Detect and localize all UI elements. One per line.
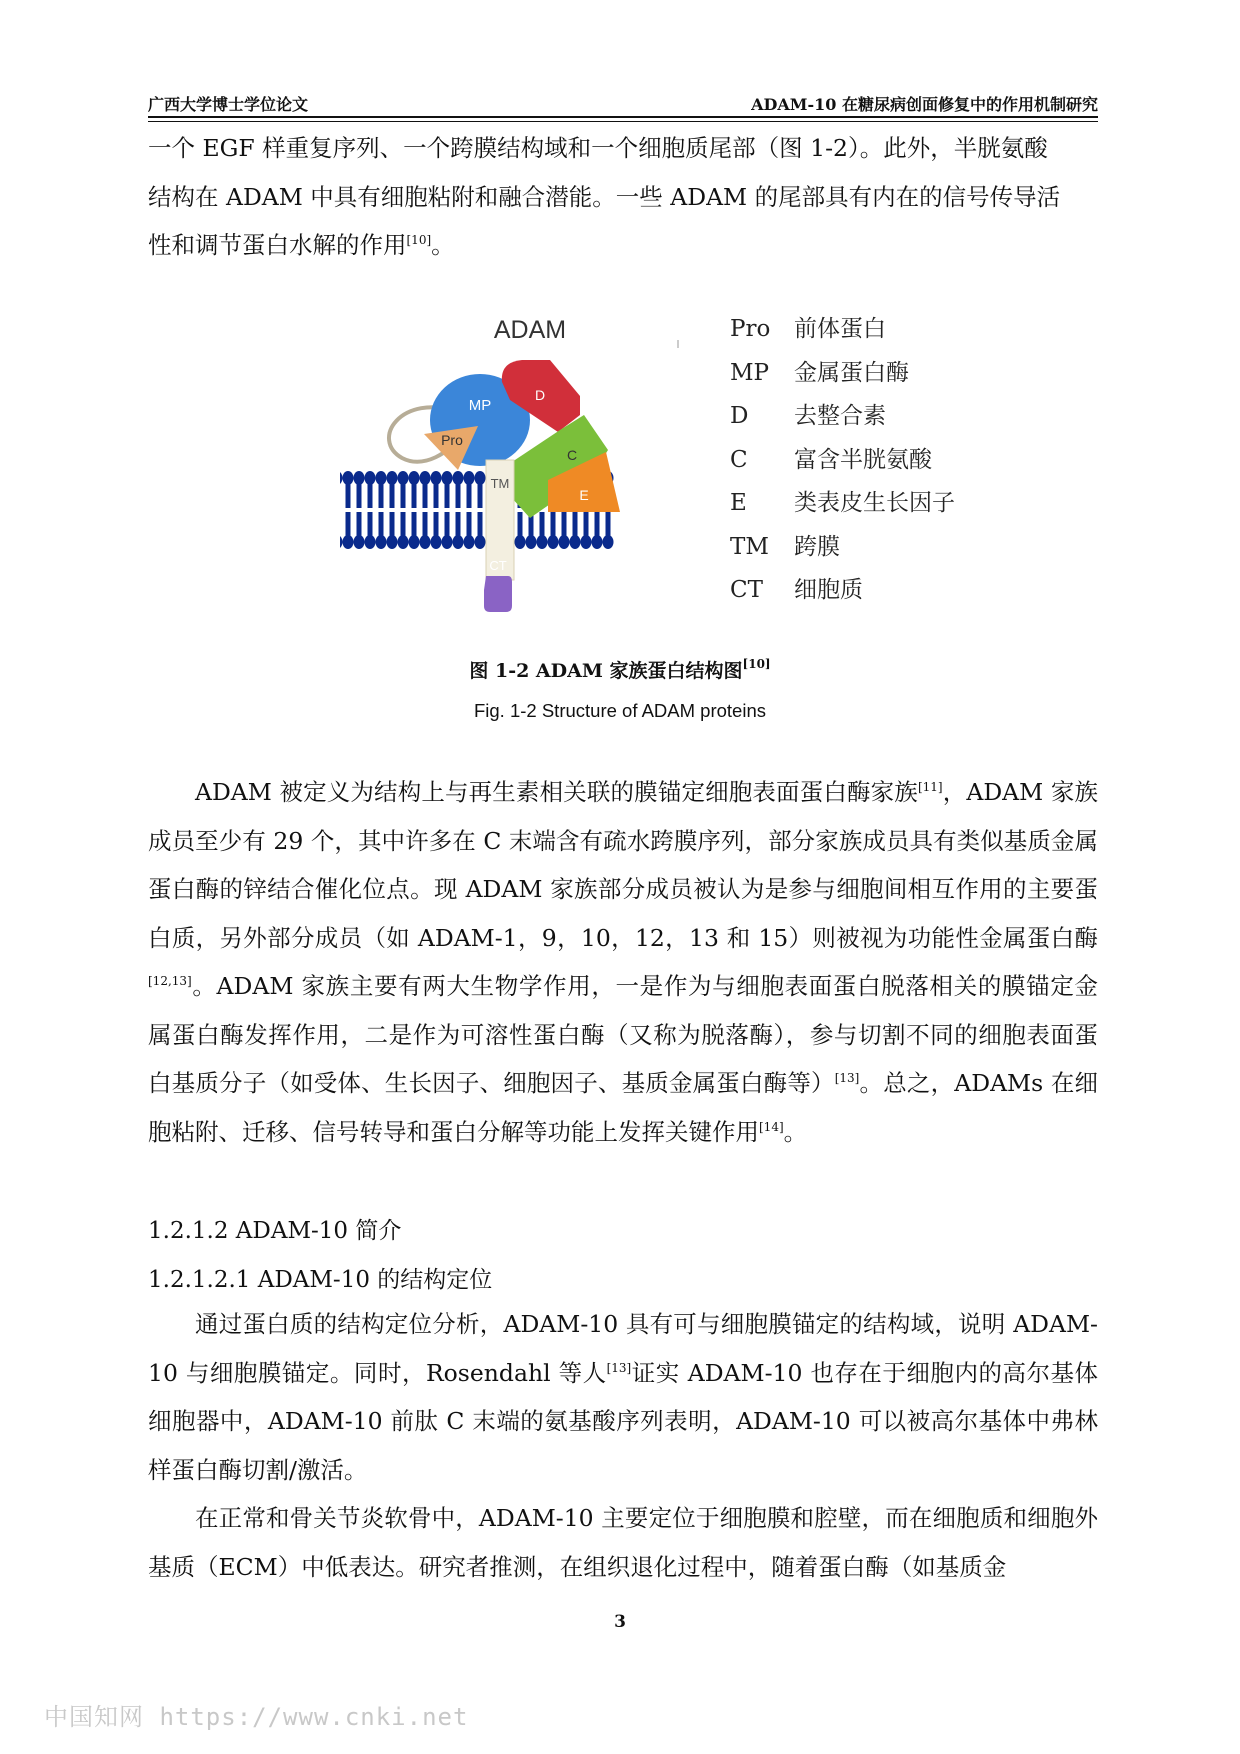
header-university: 广西大学博士学位论文 bbox=[148, 95, 309, 114]
citation: [12,13] bbox=[148, 974, 192, 988]
citation: [10] bbox=[406, 233, 432, 247]
legend-item bbox=[730, 395, 1030, 439]
legend-item bbox=[730, 308, 1030, 352]
legend-abbr: TM bbox=[730, 533, 769, 560]
pro-label: Pro bbox=[441, 432, 463, 448]
citation: [14] bbox=[759, 1119, 784, 1134]
section-heading-adam10: 1.2.1.2 ADAM-10 简介 bbox=[148, 1218, 402, 1244]
c-label: C bbox=[566, 447, 578, 463]
citation: [10] bbox=[742, 657, 771, 671]
citation: [13] bbox=[834, 1071, 860, 1085]
cnki-watermark: 中国知网 https://www.cnki.net bbox=[44, 1703, 469, 1731]
mp-label: MP bbox=[468, 397, 492, 414]
tm-label: TM bbox=[490, 476, 510, 491]
citation: [13] bbox=[606, 1360, 632, 1375]
legend-abbr: MP bbox=[730, 359, 770, 386]
header-rule bbox=[148, 116, 1098, 118]
legend-item bbox=[730, 526, 1030, 570]
figure-caption-cn: 图 1-2 ADAM 家族蛋白结构图[10] bbox=[469, 657, 771, 682]
figure-caption-en: Fig. 1-2 Structure of ADAM proteins bbox=[473, 700, 766, 721]
intro-paragraph bbox=[148, 124, 1098, 270]
intro-line-3: 性和调节蛋白水解的作用[10]。 bbox=[148, 231, 455, 259]
legend-desc: 去整合素 bbox=[794, 403, 886, 429]
header-rule-thin bbox=[148, 121, 1098, 122]
intro-line-2: 结构在 ADAM 中具有细胞粘附和融合潜能。一些 ADAM 的尾部具有内在的信号传导活 bbox=[148, 182, 1061, 211]
legend-abbr: CT bbox=[730, 577, 763, 603]
header-thesis-title: ADAM-10 在糖尿病创面修复中的作用机制研究 bbox=[751, 95, 1098, 114]
subsection-heading-structure: 1.2.1.2.1 ADAM-10 的结构定位 bbox=[148, 1267, 493, 1293]
legend-desc: 类表皮生长因子 bbox=[794, 490, 955, 516]
legend-item bbox=[730, 352, 1030, 396]
legend-item bbox=[730, 482, 1030, 526]
paragraph-adam-family: ADAM 被定义为结构上与再生素相关联的膜锚定细胞表面蛋白酶家族[11]，ADAM 家族成员至少有 29 个，其中许多在 C 末端含有疏水跨膜序列，部分家族成员具有类似基质金属蛋白酶的锌结合催化位点。现 ADAM 家族部分成员被认为是参与细胞间相互作用的主要蛋白质，另外部分成员（如 ADAM-1，9，10，12，13 和 15）则被视为功能性金属蛋白酶[12,13]。ADAM 家族主要有两大生物学作用，一是作为与细胞表面蛋白脱落相关的膜锚定金属蛋白酶发挥作用，二是作为可溶性蛋白酶（又称为脱落酶），参与切割不同的细胞表面蛋白基质分子（如受体、生长因子、细胞因子、基质金属蛋白酶等）[13]。总之，ADAMs 在细胞粘附、迁移、信号转导和蛋白分解等功能上发挥关键作用[14]。 bbox=[148, 778, 1098, 1146]
paragraph-structure-location: 通过蛋白质的结构定位分析，ADAM-10 具有可与细胞膜锚定的结构域，说明 ADAM-10 与细胞膜锚定。同时，Rosendahl 等人[13]证实 ADAM-10 也存在于细胞内的高尔基体细胞器中，ADAM-10 前肽 C 末端的氨基酸序列表明，ADAM-10 可以被高尔基体中弗林样蛋白酶切割/激活。 bbox=[148, 1310, 1098, 1484]
legend-abbr: Pro bbox=[730, 316, 771, 342]
legend-item bbox=[730, 569, 1030, 613]
e-label: E bbox=[579, 487, 589, 503]
paragraph-cartilage: 在正常和骨关节炎软骨中，ADAM-10 主要定位于细胞膜和腔壁，而在细胞质和细胞外基质（ECM）中低表达。研究者推测，在组织退化过程中，随着蛋白酶（如基质金 bbox=[148, 1504, 1098, 1581]
figure-legend bbox=[730, 308, 1030, 613]
figure-title: ADAM bbox=[493, 316, 567, 344]
legend-abbr: E bbox=[730, 490, 747, 516]
legend-desc: 前体蛋白 bbox=[794, 316, 886, 342]
legend-item bbox=[730, 439, 1030, 483]
ct-label: CT bbox=[489, 558, 507, 573]
citation: [11] bbox=[917, 780, 943, 794]
page-number: 3 bbox=[614, 1612, 626, 1632]
legend-abbr: D bbox=[730, 403, 749, 429]
legend-desc: 富含半胱氨酸 bbox=[794, 446, 932, 473]
running-header bbox=[148, 88, 1098, 114]
legend-desc: 金属蛋白酶 bbox=[794, 359, 909, 386]
legend-desc: 跨膜 bbox=[794, 533, 840, 560]
intro-line-1: 一个 EGF 样重复序列、一个跨膜结构域和一个细胞质尾部（图 1-2）。此外，半胱氨酸 bbox=[148, 134, 1048, 162]
d-label: D bbox=[534, 387, 546, 403]
legend-desc: 细胞质 bbox=[794, 577, 863, 603]
legend-abbr: C bbox=[730, 446, 748, 473]
